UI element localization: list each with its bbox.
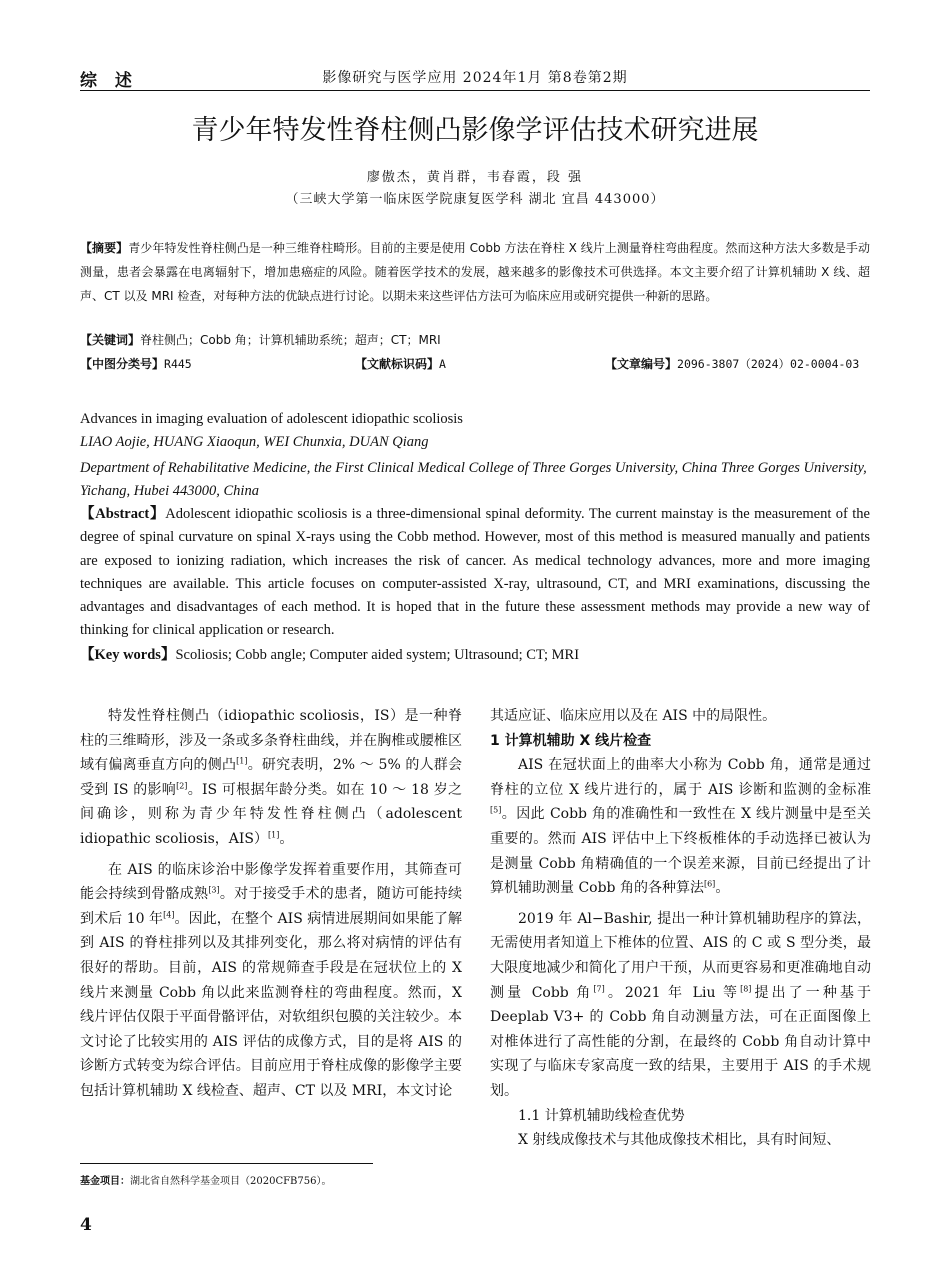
english-keywords-text: Scoliosis; Cobb angle; Computer aided system; Ultrasound; CT; MRI <box>175 647 580 663</box>
footnote-text: 湖北省自然科学基金项目（2020CFB756）。 <box>130 1176 332 1187</box>
abstract-cn-text: 青少年特发性脊柱侧凸是一种三维脊柱畸形。目前的主要是使用 Cobb 方法在脊柱 X 线片上测量脊柱弯曲程度。然而这种方法大多数是手动测量，患者会暴露在电离辐射下，增加患癌症的风险。随着医学技术的发展，越来越多的影像技术可供选择。本文主要介绍了计算机辅助 X 线、超声、CT 以及 MRI 检查，对每种方法的优缺点进行讨论。以期未来这些评估方法可为临床应用或研究提供一种新的思路。 <box>80 241 870 303</box>
english-abstract <box>80 503 870 643</box>
article-number <box>605 355 859 372</box>
page-number: 4 <box>80 1215 92 1235</box>
english-abstract-label: 【Abstract】 <box>80 506 166 522</box>
keywords-cn-label: 【关键词】 <box>80 333 141 347</box>
paragraph: 特发性脊柱侧凸（idiopathic scoliosis，IS）是一种脊柱的三维畸形，涉及一条或多条脊柱曲线，并在胸椎或腰椎区域有偏离垂直方向的侧凸[1]。研究表明，2% ～ 5% 的人群会受到 IS 的影响[2]。IS 可根据年龄分类。如在 10 ～ 18 岁之间确诊，则称为青少年特发性脊柱侧凸（adolescent idiopathic scoliosis，AIS）[1]。 <box>80 708 462 847</box>
section-heading: 1 计算机辅助 X 线片检查 <box>490 732 652 749</box>
doc-value: A <box>439 357 446 371</box>
keywords-cn-text: 脊柱侧凸；Cobb 角；计算机辅助系统；超声；CT；MRI <box>140 333 441 347</box>
abstract-cn <box>80 237 870 308</box>
journal-header: 影像研究与医学应用 2024年1月 第8卷第2期 <box>322 70 628 86</box>
clc-value: R445 <box>164 357 192 371</box>
doc-label: 【文献标识码】 <box>355 357 440 371</box>
body-left-column <box>80 704 462 1104</box>
citation: [4] <box>163 910 175 920</box>
paragraph: 其适应证、临床应用以及在 AIS 中的局限性。 <box>490 708 777 724</box>
clc-label: 【中图分类号】 <box>80 357 165 371</box>
footnote-label: 基金项目： <box>80 1176 130 1187</box>
citation: [5] <box>490 805 502 815</box>
citation: [3] <box>208 885 220 895</box>
abstract-cn-label: 【摘要】 <box>80 241 129 255</box>
affiliation: （三峡大学第一临床医学院康复医学科 湖北 宜昌 443000） <box>285 192 665 207</box>
document-code <box>355 355 446 372</box>
article-value: 2096-3807（2024）02-0004-03 <box>677 357 860 371</box>
english-affiliation: Department of Rehabilitative Medicine, the First Clinical Medical College of Three Gorges University, China Three Gorges University, Yichang, Hubei 443000, China <box>80 460 867 499</box>
english-authors: LIAO Aojie, HUANG Xiaoqun, WEI Chunxia, DUAN Qiang <box>80 434 429 450</box>
section-label: 综 述 <box>80 71 138 91</box>
clc-number <box>80 355 192 372</box>
paragraph: 在 AIS 的临床诊治中影像学发挥着重要作用，其筛查可能会持续到骨骼成熟[3]。对于接受手术的患者，随访可能持续到术后 10 年[4]。因此，在整个 AIS 病情进展期间如果能了解到 AIS 的脊柱排列以及其排列变化，那么将对病情的评估有很好的帮助。目前，AIS 的常规筛查手段是在冠状位上的 X 线片来测量 Cobb 角以此来监测脊柱的弯曲程度。然而，X 线片评估仅限于平面骨骼评估，对软组织包膜的关注较少。本文讨论了比较实用的 AIS 评估的成像方式，目的是将 AIS 的诊断方式转变为综合评估。目前应用于脊柱成像的影像学主要包括计算机辅助 X 线检查、超声、CT 以及 MRI，本文讨论 <box>80 861 463 1099</box>
paragraph: 2019 年 Al−Bashir, 提出一种计算机辅助程序的算法，无需使用者知道上下椎体的位置、AIS 的 C 或 S 型分类，最大限度地减少和简化了用户干预，从而更容易和更准确地自动测量 Cobb 角[7]。2021 年 Liu 等[8]提出了一种基于 Deeplab V3+ 的 Cobb 角自动测量方法，可在正面图像上对椎体进行了高性能的分割，在最终的 Cobb 角自动计算中实现了与临床专家高度一致的结果，主要用于 AIS 的手术规划。 <box>490 910 872 1099</box>
header-rule <box>80 90 870 91</box>
citation: [7] <box>593 983 605 993</box>
english-abstract-text: Adolescent idiopathic scoliosis is a three-dimensional spinal deformity. The current mainstay is the measurement of the degree of spinal curvature on spinal X-rays using the Cobb method. However, most of this method is measured manually and patients are exposed to ionizing radiation, which increases the risk of cancer. As medical technology advances, more and more imaging techniques are available. This article focuses on computer-assisted X-ray, ultrasound, CT, and MRI examinations, discussing the advantages and disadvantages of each method. It is hoped that in the future these assessment methods may provide a new way of thinking for clinical application or research. <box>80 506 870 639</box>
citation: [1] <box>236 756 248 766</box>
citation: [2] <box>176 781 188 791</box>
article-title: 青少年特发性脊柱侧凸影像学评估技术研究进展 <box>191 115 759 146</box>
citation: [8] <box>740 983 752 993</box>
english-title: Advances in imaging evaluation of adolescent idiopathic scoliosis <box>80 411 463 427</box>
authors: 廖傲杰，黄肖群，韦春霞，段 强 <box>366 170 584 185</box>
keywords-cn <box>80 331 870 348</box>
citation: [1] <box>267 830 280 840</box>
footnote <box>80 1172 331 1187</box>
subsection-heading: 1.1 计算机辅助线检查优势 <box>518 1107 685 1124</box>
paragraph: AIS 在冠状面上的曲率大小称为 Cobb 角，通常是通过脊柱的立位 X 线片进行的，属于 AIS 诊断和监测的金标准[5]。因此 Cobb 角的准确性和一致性在 X 线片测量中是至关重要的。然而 AIS 评估中上下终板椎体的手动选择已被认为是测量 Cobb 角精确值的一个误差来源，目前已经提出了计算机辅助测量 Cobb 角的各种算法[6]。 <box>490 757 871 897</box>
body-right-column <box>490 704 871 1153</box>
article-label: 【文章编号】 <box>605 357 678 371</box>
footnote-rule <box>80 1163 373 1164</box>
paragraph: X 射线成像技术与其他成像技术相比，具有时间短、 <box>518 1132 841 1149</box>
citation: [6] <box>703 879 716 889</box>
english-keywords-label: 【Key words】 <box>80 647 176 663</box>
english-keywords <box>80 643 870 664</box>
